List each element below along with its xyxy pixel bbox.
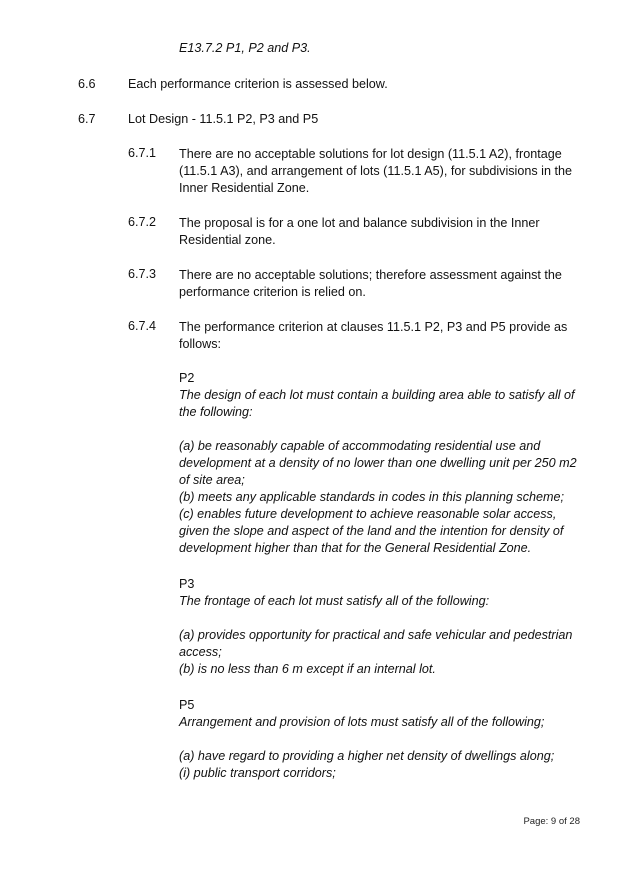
section-6-7-3-paragraph — [179, 267, 562, 301]
section-6-7-3-number: 6.7.3 — [128, 267, 157, 281]
section-6-7-4-paragraph — [179, 319, 567, 353]
section-6-7-2-number: 6.7.2 — [128, 215, 157, 229]
criterion-item-line: access; — [179, 645, 222, 659]
paragraph-line: The proposal is for a one lot and balance subdivision in the Inner — [179, 216, 540, 230]
section-6-7-1-paragraph — [179, 146, 572, 197]
criterion-p5 — [179, 697, 554, 782]
section-6-7-heading: Lot Design - 11.5.1 P2, P3 and P5 — [128, 112, 319, 126]
criterion-intro-line: the following: — [179, 405, 253, 419]
paragraph-line: Residential zone. — [179, 233, 276, 247]
criterion-item-line: development higher than that for the General Residential Zone. — [179, 541, 532, 555]
section-6-7-number: 6.7 — [78, 112, 96, 126]
criterion-intro-line: The frontage of each lot must satisfy all of the following: — [179, 594, 490, 608]
lead-in-text: E13.7.2 P1, P2 and P3. — [179, 41, 311, 55]
criterion-item-line: (a) be reasonably capable of accommodating residential use and — [179, 439, 541, 453]
section-6-7-4-number: 6.7.4 — [128, 319, 157, 333]
criterion-item-line: (i) public transport corridors; — [179, 766, 336, 780]
criterion-item-line: (a) provides opportunity for practical and safe vehicular and pedestrian — [179, 628, 573, 642]
paragraph-line: There are no acceptable solutions for lot design (11.5.1 A2), frontage — [179, 147, 562, 161]
criterion-item-line: (c) enables future development to achieve reasonable solar access, — [179, 507, 557, 521]
criterion-item-line: development at a density of no lower than one dwelling unit per 250 m2 — [179, 456, 577, 470]
section-6-6-text: Each performance criterion is assessed below. — [128, 77, 388, 91]
criterion-heading: P2 — [179, 371, 195, 385]
criterion-intro-line: Arrangement and provision of lots must satisfy all of the following; — [179, 715, 545, 729]
criterion-item-line: (a) have regard to providing a higher net density of dwellings along; — [179, 749, 555, 763]
section-6-7-2-paragraph — [179, 215, 540, 249]
criterion-heading: P3 — [179, 577, 195, 591]
page-number: Page: 9 of 28 — [523, 816, 580, 827]
paragraph-line: Inner Residential Zone. — [179, 181, 310, 195]
section-6-7-1-number: 6.7.1 — [128, 146, 157, 160]
paragraph-line: performance criterion is relied on. — [179, 285, 366, 299]
criterion-heading: P5 — [179, 698, 195, 712]
paragraph-line: follows: — [179, 337, 221, 351]
section-6-6-number: 6.6 — [78, 77, 96, 91]
paragraph-line: There are no acceptable solutions; therefore assessment against the — [179, 268, 562, 282]
criterion-item-line: (b) is no less than 6 m except if an internal lot. — [179, 662, 436, 676]
criterion-p3 — [179, 576, 572, 678]
criterion-intro-line: The design of each lot must contain a building area able to satisfy all of — [179, 388, 575, 402]
criterion-item-line: given the slope and aspect of the land and the intention for density of — [179, 524, 564, 538]
paragraph-line: (11.5.1 A3), and arrangement of lots (11.5.1 A5), for subdivisions in the — [179, 164, 572, 178]
criterion-item-line: (b) meets any applicable standards in codes in this planning scheme; — [179, 490, 565, 504]
criterion-item-line: of site area; — [179, 473, 245, 487]
paragraph-line: The performance criterion at clauses 11.5.1 P2, P3 and P5 provide as — [179, 320, 568, 334]
criterion-p2 — [179, 370, 577, 557]
